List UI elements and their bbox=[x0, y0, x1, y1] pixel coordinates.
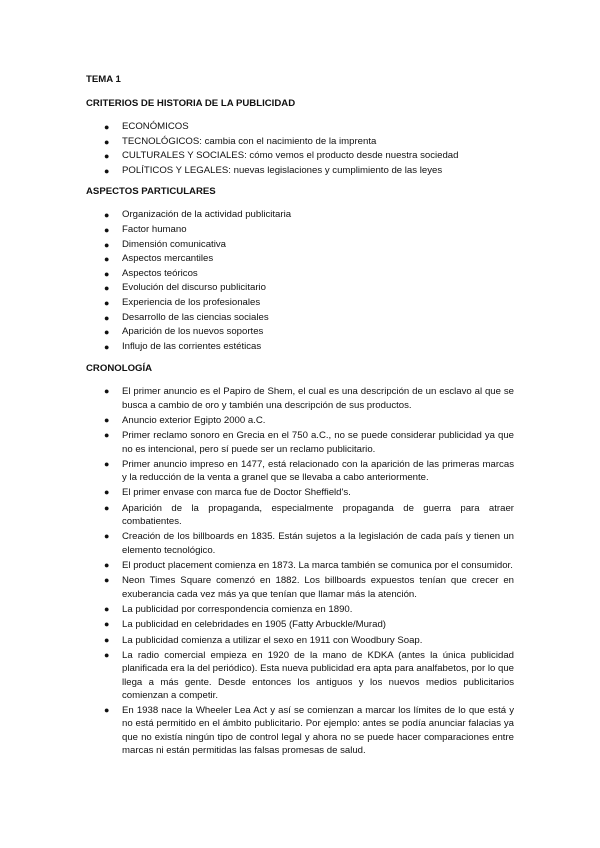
bullet-icon: ● bbox=[104, 560, 110, 571]
bullet-icon: ● bbox=[104, 386, 110, 397]
bullet-icon: ● bbox=[104, 575, 110, 586]
list-item bbox=[86, 135, 514, 150]
bullet-icon: ● bbox=[104, 297, 110, 308]
list-item bbox=[86, 238, 514, 253]
list-item-text: Anuncio exterior Egipto 2000 a.C. bbox=[122, 414, 266, 426]
criterios-list bbox=[86, 120, 514, 178]
bullet-icon: ● bbox=[104, 502, 110, 513]
list-item bbox=[86, 530, 514, 556]
bullet-icon: ● bbox=[104, 705, 110, 716]
list-item bbox=[86, 325, 514, 340]
list-item bbox=[86, 649, 514, 702]
list-item-text: CULTURALES Y SOCIALES: cómo vemos el producto desde nuestra sociedad bbox=[122, 150, 459, 162]
list-item bbox=[86, 311, 514, 326]
list-item-text: Aspectos teóricos bbox=[122, 267, 198, 279]
aspectos-list bbox=[86, 208, 514, 354]
list-item-text: Evolución del discurso publicitario bbox=[122, 282, 266, 294]
list-item-text: TECNOLÓGICOS: cambia con el nacimiento de la imprenta bbox=[122, 135, 377, 147]
list-item-text: Influjo de las corrientes estéticas bbox=[122, 340, 262, 352]
list-item bbox=[86, 704, 514, 757]
bullet-icon: ● bbox=[104, 239, 110, 250]
bullet-icon: ● bbox=[104, 254, 110, 265]
list-item-text: Dimensión comunicativa bbox=[122, 238, 226, 250]
list-item bbox=[86, 429, 514, 455]
list-item bbox=[86, 486, 514, 499]
list-item bbox=[86, 164, 514, 179]
list-item bbox=[86, 208, 514, 223]
bullet-icon: ● bbox=[104, 122, 110, 132]
list-item bbox=[86, 603, 514, 616]
list-item-text: La publicidad comienza a utilizar el sexo en 1911 con Woodbury Soap. bbox=[122, 634, 423, 646]
list-item-text: El primer envase con marca fue de Doctor Sheffield's. bbox=[122, 487, 351, 499]
list-item bbox=[86, 414, 514, 427]
list-item-text: Aparición de los nuevos soportes bbox=[122, 326, 264, 338]
list-item-text: Primer reclamo sonoro en Grecia en el 750 a.C., no se puede considerar publicidad ya que no es intencional, pero sí puede ser un reclamo publicitario. bbox=[122, 430, 514, 455]
list-item-text: Creación de los billboards en 1835. Están sujetos a la legislación de cada país y tienen un elemento tecnológico. bbox=[122, 531, 514, 556]
bullet-icon: ● bbox=[104, 165, 110, 176]
list-item bbox=[86, 252, 514, 267]
bullet-icon: ● bbox=[104, 604, 110, 615]
list-item bbox=[86, 502, 514, 528]
bullet-icon: ● bbox=[104, 650, 110, 661]
list-item-text: Aparición de la propaganda, especialmente propaganda de guerra para atraer combatientes. bbox=[122, 502, 514, 528]
bullet-icon: ● bbox=[104, 327, 110, 338]
bullet-icon: ● bbox=[104, 312, 110, 323]
list-item-text: Organización de la actividad publicitaria bbox=[122, 209, 292, 221]
bullet-icon: ● bbox=[104, 268, 110, 279]
bullet-icon: ● bbox=[104, 531, 110, 542]
bullet-icon: ● bbox=[104, 341, 110, 352]
bullet-icon: ● bbox=[104, 487, 110, 498]
bullet-icon: ● bbox=[104, 136, 110, 147]
bullet-icon: ● bbox=[104, 634, 110, 645]
list-item-text: Aspectos mercantiles bbox=[122, 253, 214, 265]
list-item bbox=[86, 120, 514, 135]
list-item bbox=[86, 559, 514, 572]
list-item bbox=[86, 634, 514, 647]
list-item-text: POLÍTICOS Y LEGALES: nuevas legislaciones y cumplimiento de las leyes bbox=[122, 164, 443, 176]
bullet-icon: ● bbox=[104, 210, 110, 221]
list-item-text: El primer anuncio es el Papiro de Shem, el cual es una descripción de un esclavo al que se busca a cambio de oro y también una descripción de sus productos. bbox=[122, 386, 514, 411]
bullet-icon: ● bbox=[104, 151, 110, 162]
list-item bbox=[86, 296, 514, 311]
list-item bbox=[86, 458, 514, 484]
section-heading-aspectos: ASPECTOS PARTICULARES bbox=[86, 186, 216, 198]
section-heading-criterios: CRITERIOS DE HISTORIA DE LA PUBLICIDAD bbox=[86, 98, 296, 109]
list-item-text: La publicidad en celebridades en 1905 (Fatty Arbuckle/Murad) bbox=[122, 619, 386, 631]
list-item-text: Experiencia de los profesionales bbox=[122, 296, 261, 308]
list-item bbox=[86, 340, 514, 355]
list-item bbox=[86, 618, 514, 631]
cronologia-list bbox=[86, 385, 514, 757]
bullet-icon: ● bbox=[104, 414, 110, 425]
list-item bbox=[86, 223, 514, 238]
bullet-icon: ● bbox=[104, 458, 110, 469]
list-item-text: Factor humano bbox=[122, 223, 187, 235]
list-item-text: La publicidad por correspondencia comienza en 1890. bbox=[122, 604, 353, 616]
list-item bbox=[86, 385, 514, 411]
list-item bbox=[86, 281, 514, 296]
list-item-text: Primer anuncio impreso en 1477, está relacionado con la aparición de las primeras marcas y la reducción de la venta a granel que se llevaba a cabo anteriormente. bbox=[122, 458, 514, 484]
list-item-text: Desarrollo de las ciencias sociales bbox=[122, 311, 269, 323]
list-item-text: En 1938 nace la Wheeler Lea Act y así se comienzan a marcar los límites de lo que está y no está permitido en el ámbito publicitario. Por ejemplo: antes se podía anunciar falacias ya que no existía ningún tipo de control legal y ahora no se puede hacer comparaciones entre marcas ni están permitidas las falsas promesas de salud. bbox=[122, 705, 514, 756]
document-title: TEMA 1 bbox=[86, 74, 121, 85]
list-item bbox=[86, 574, 514, 600]
list-item bbox=[86, 267, 514, 282]
list-item-text: Neon Times Square comenzó en 1882. Los billboards expuestos tenían que crecer en exuberancia cada vez más ya que tenían que llamar más la atención. bbox=[122, 575, 514, 600]
list-item-text: ECONÓMICOS bbox=[122, 121, 189, 132]
list-item bbox=[86, 149, 514, 164]
list-item-text: La radio comercial empieza en 1920 de la mano de KDKA (antes la única publicidad planificada era la del periódico). Esta nueva publicidad era apta para analfabetos, por lo que llega a más gente. Desde entonces los antiguos y los nuevos medios publicitarios comienzan a competir. bbox=[122, 650, 515, 701]
section-heading-cronologia: CRONOLOGÍA bbox=[86, 363, 153, 375]
list-item-text: El product placement comienza en 1873. La marca también se comunica por el consumidor. bbox=[122, 560, 513, 572]
bullet-icon: ● bbox=[104, 430, 110, 441]
bullet-icon: ● bbox=[104, 283, 110, 294]
bullet-icon: ● bbox=[104, 224, 110, 235]
bullet-icon: ● bbox=[104, 619, 110, 630]
